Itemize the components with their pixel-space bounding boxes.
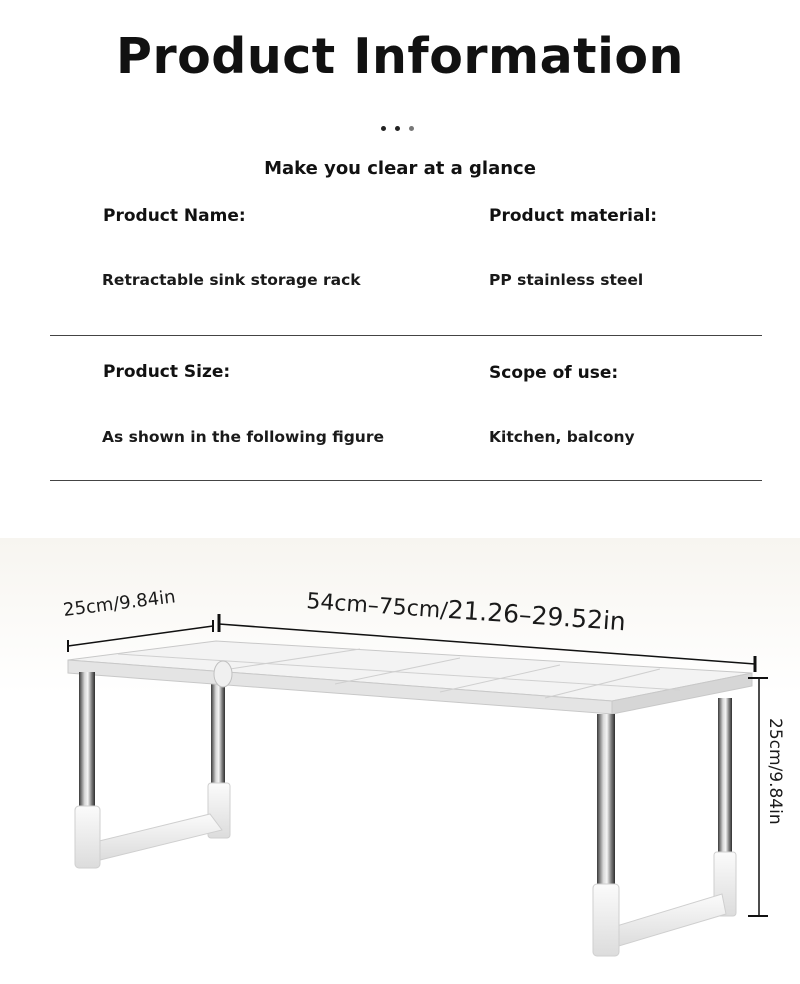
divider-dots [381,126,414,131]
divider-line [50,335,762,336]
product-material-label: Product material: [489,206,658,226]
rack-base-bar [95,814,222,860]
length-label: 54cm–75cm/21.26–29.52in [305,589,627,637]
dot [409,126,414,131]
rack-base-bar [610,894,726,948]
product-name-label: Product Name: [103,206,246,226]
product-figure [0,538,800,984]
rack-leg [75,672,100,868]
divider-line [50,480,762,481]
page-title: Product Information [116,28,684,85]
product-size-value: As shown in the following figure [102,428,384,446]
storage-rack-illustration [0,538,800,984]
product-size-label: Product Size: [103,362,231,382]
height-label: 25cm/9.84in [765,718,785,825]
product-name-value: Retractable sink storage rack [102,271,361,289]
dot [395,126,400,131]
tagline: Make you clear at a glance [264,158,536,179]
scope-of-use-value: Kitchen, balcony [489,428,635,446]
rack-shelf [68,641,752,714]
dot [381,126,386,131]
scope-of-use-label: Scope of use: [489,363,619,383]
product-material-value: PP stainless steel [489,271,644,289]
depth-label: 25cm/9.84in [62,586,177,621]
rack-leg [714,698,736,916]
rack-leg [208,680,230,838]
height-dimension-line [748,678,768,916]
rack-leg [593,714,619,956]
